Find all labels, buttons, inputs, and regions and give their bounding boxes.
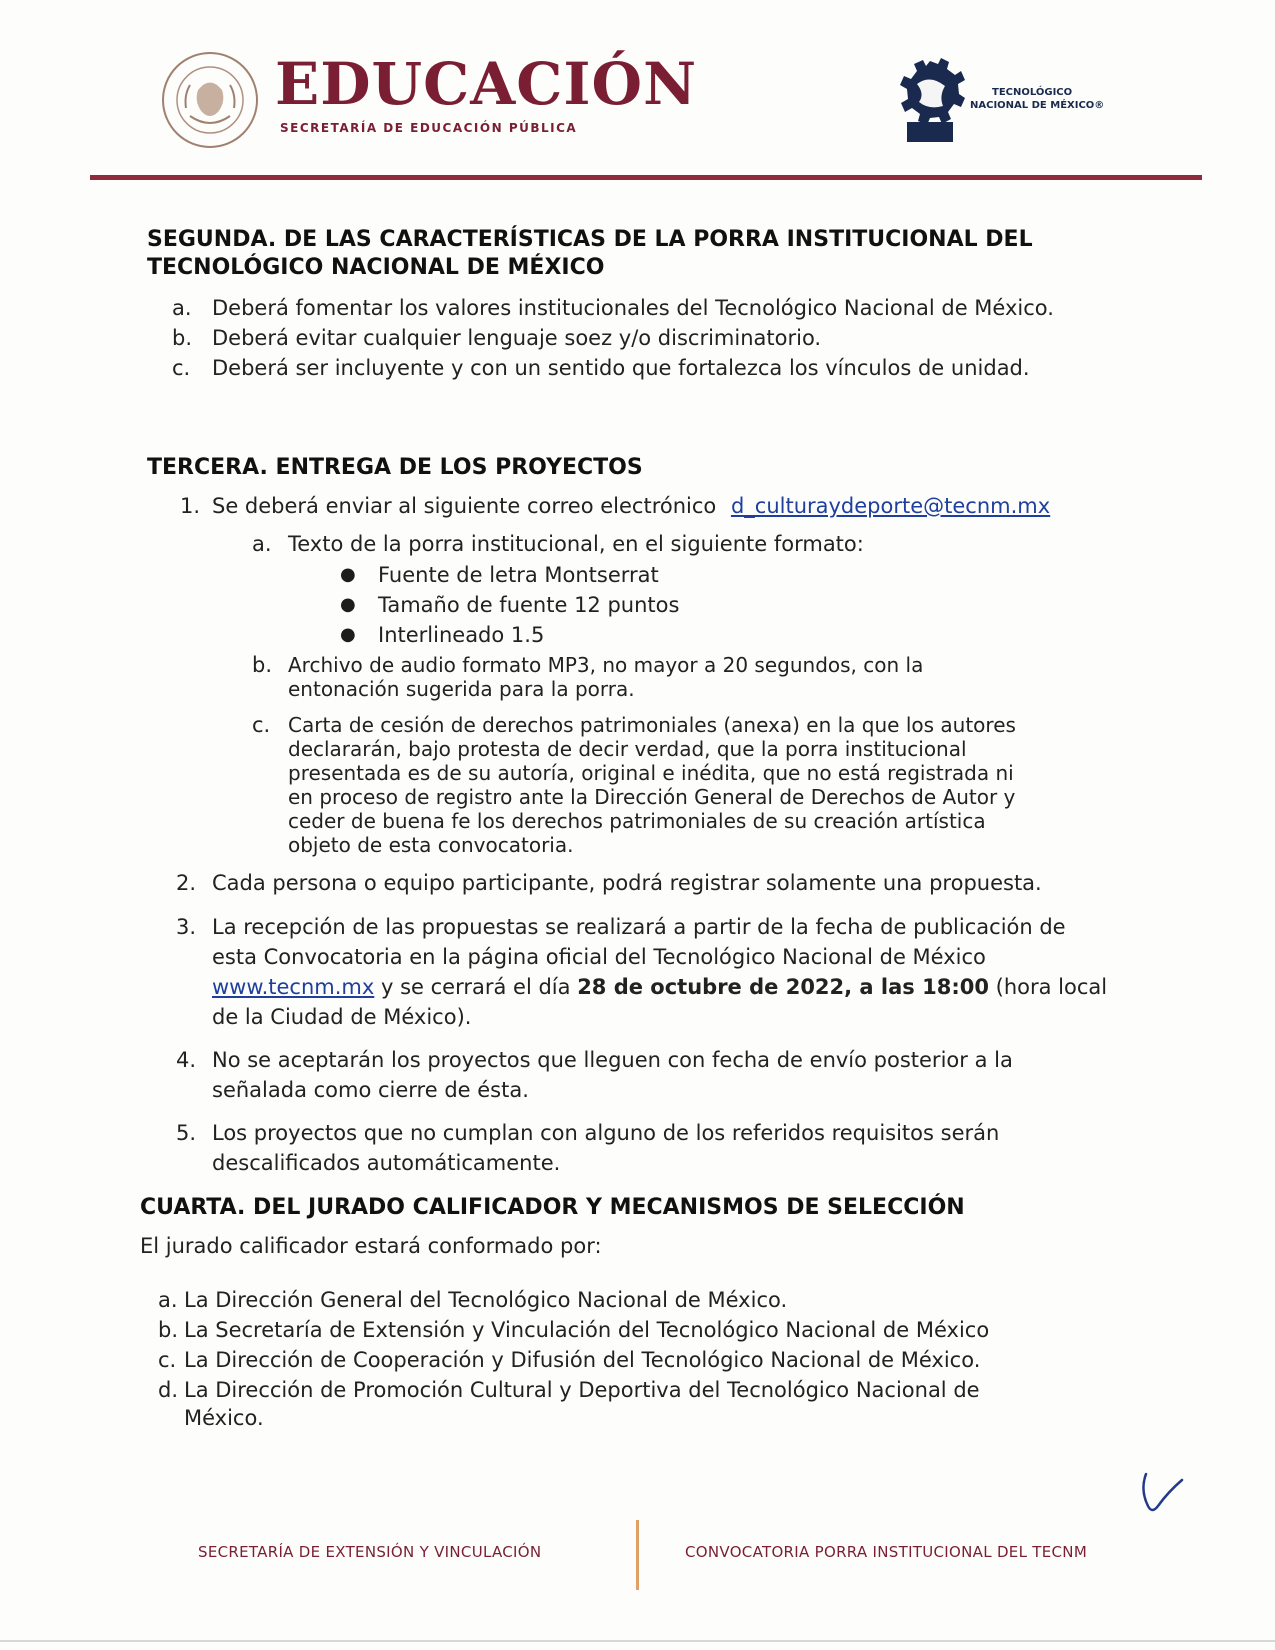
list-item: declararán, bajo protesta de decir verdad, que la porra institucional xyxy=(288,737,967,761)
list-marker: a. xyxy=(158,1288,178,1312)
list-marker: b. xyxy=(172,326,193,350)
list-item: señalada como cierre de ésta. xyxy=(212,1078,529,1102)
bullet-icon: ● xyxy=(340,564,356,585)
list-item xyxy=(212,491,1050,521)
footer-right-text: CONVOCATORIA PORRA INSTITUCIONAL DEL TECNM xyxy=(685,1543,1088,1561)
list-item: Deberá ser incluyente y con un sentido que fortalezca los vínculos de unidad. xyxy=(212,356,1030,380)
list-marker: d. xyxy=(158,1378,179,1402)
section-title-segunda-line2: TECNOLÓGICO NACIONAL DE MÉXICO xyxy=(147,255,605,280)
list-item: La Dirección General del Tecnológico Nacional de México. xyxy=(184,1288,788,1312)
item-text: y se cerrará el día xyxy=(374,975,578,999)
list-marker: c. xyxy=(172,356,191,380)
item-text: Se deberá enviar al siguiente correo electrónico xyxy=(212,494,717,518)
list-item: Fuente de letra Montserrat xyxy=(378,563,659,587)
bullet-icon: ● xyxy=(340,624,356,645)
list-item: entonación sugerida para la porra. xyxy=(288,677,635,701)
item-text: (hora local xyxy=(988,975,1108,999)
list-item: ceder de buena fe los derechos patrimoniales de su creación artística xyxy=(288,809,986,833)
list-item: Interlineado 1.5 xyxy=(378,623,545,647)
bullet-icon: ● xyxy=(340,594,356,615)
sep-logo-subtitle: SECRETARÍA DE EDUCACIÓN PÚBLICA xyxy=(280,121,578,135)
section-title-cuarta: CUARTA. DEL JURADO CALIFICADOR Y MECANISMOS DE SELECCIÓN xyxy=(140,1195,965,1220)
list-item: Deberá fomentar los valores institucionales del Tecnológico Nacional de México. xyxy=(212,296,1054,320)
tecnm-logo-line2: NACIONAL DE MÉXICO® xyxy=(970,99,1105,111)
list-item: Archivo de audio formato MP3, no mayor a 20 segundos, con la xyxy=(288,653,924,677)
list-item: de la Ciudad de México). xyxy=(212,1005,472,1029)
list-item: La recepción de las propuestas se realizará a partir de la fecha de publicación de xyxy=(212,915,1066,939)
sep-logo-title: EDUCACIÓN xyxy=(275,50,698,118)
list-marker: 5. xyxy=(176,1121,197,1145)
signature-icon xyxy=(1138,1470,1188,1520)
footer-left-text: SECRETARÍA DE EXTENSIÓN Y VINCULACIÓN xyxy=(198,1543,542,1561)
list-item: La Dirección de Cooperación y Difusión del Tecnológico Nacional de México. xyxy=(184,1348,981,1372)
tecnm-gear-logo-icon xyxy=(895,56,965,146)
list-marker: 2. xyxy=(176,871,197,895)
list-item: Carta de cesión de derechos patrimoniales (anexa) en la que los autores xyxy=(288,713,1016,737)
list-marker: 1. xyxy=(180,494,201,518)
list-item: La Secretaría de Extensión y Vinculación del Tecnológico Nacional de México xyxy=(184,1318,990,1342)
list-item: Texto de la porra institucional, en el siguiente formato: xyxy=(288,532,864,556)
page-bottom-edge xyxy=(0,1640,1275,1642)
list-item: Los proyectos que no cumplan con alguno de los referidos requisitos serán xyxy=(212,1121,1000,1145)
list-item: presentada es de su autoría, original e inédita, que no está registrada ni xyxy=(288,761,1014,785)
list-item: Tamaño de fuente 12 puntos xyxy=(378,593,680,617)
list-marker: a. xyxy=(172,296,192,320)
website-link[interactable]: www.tecnm.mx xyxy=(212,975,375,999)
page-header xyxy=(0,0,1275,190)
tecnm-logo-text xyxy=(970,87,1104,112)
section-title-tercera: TERCERA. ENTREGA DE LOS PROYECTOS xyxy=(147,455,643,480)
list-marker: 3. xyxy=(176,915,197,939)
list-item: en proceso de registro ante la Dirección General de Derechos de Autor y xyxy=(288,785,1016,809)
tecnm-logo-line1: TECNOLÓGICO xyxy=(992,87,1073,98)
section-intro: El jurado calificador estará conformado por: xyxy=(140,1234,602,1258)
list-item: descalificados automáticamente. xyxy=(212,1151,561,1175)
list-marker: c. xyxy=(252,713,271,737)
list-item: La Dirección de Promoción Cultural y Deportiva del Tecnológico Nacional de xyxy=(184,1378,980,1402)
list-marker: b. xyxy=(158,1318,179,1342)
footer-divider xyxy=(636,1520,639,1590)
list-marker: c. xyxy=(158,1348,177,1372)
list-item: No se aceptarán los proyectos que lleguen con fecha de envío posterior a la xyxy=(212,1048,1013,1072)
deadline-text: 28 de octubre de 2022, a las 18:00 xyxy=(577,975,989,999)
email-link[interactable]: d_culturaydeporte@tecnm.mx xyxy=(730,494,1051,518)
header-divider xyxy=(90,175,1202,180)
list-item: Deberá evitar cualquier lenguaje soez y/o discriminatorio. xyxy=(212,326,822,350)
section-title-segunda-line1: SEGUNDA. DE LAS CARACTERÍSTICAS DE LA PORRA INSTITUCIONAL DEL xyxy=(147,227,1033,252)
list-marker: 4. xyxy=(176,1048,197,1072)
list-item: México. xyxy=(184,1406,264,1430)
list-item: esta Convocatoria en la página oficial del Tecnológico Nacional de México xyxy=(212,945,986,969)
mexico-seal-icon xyxy=(160,50,260,150)
list-item xyxy=(212,972,1108,1002)
list-item: objeto de esta convocatoria. xyxy=(288,833,574,857)
list-item: Cada persona o equipo participante, podrá registrar solamente una propuesta. xyxy=(212,871,1042,895)
list-marker: a. xyxy=(252,532,272,556)
list-marker: b. xyxy=(252,653,273,677)
